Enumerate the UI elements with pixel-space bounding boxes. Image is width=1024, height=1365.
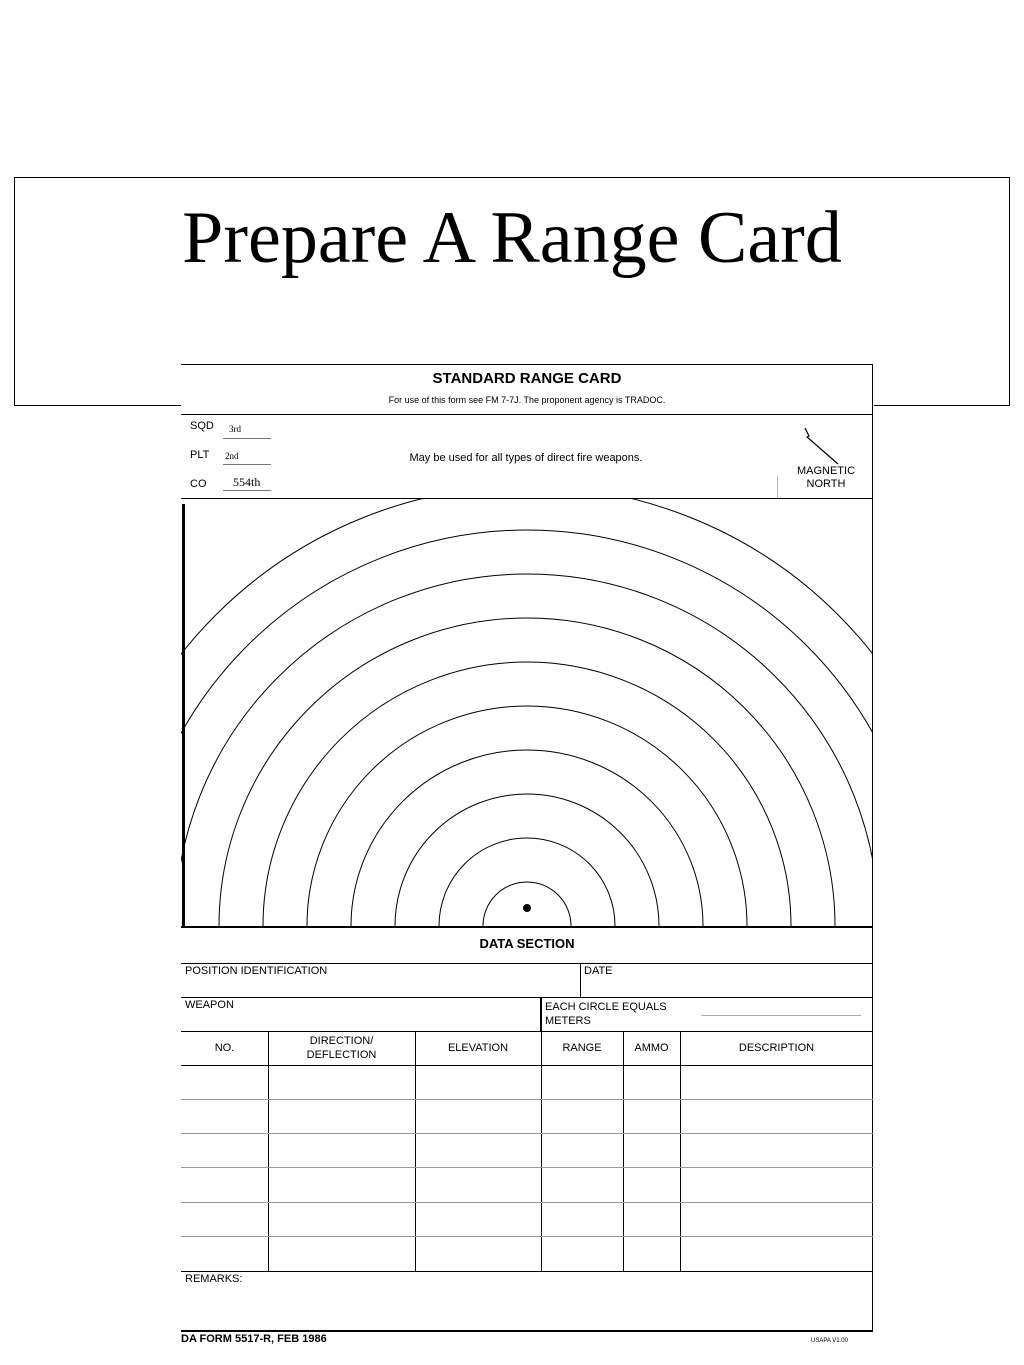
data-section-top-border (181, 926, 873, 928)
remarks-label[interactable]: REMARKS: (185, 1273, 243, 1285)
plt-field-line (223, 464, 271, 465)
form-subtitle: For use of this form see FM 7-7J. The proponent agency is TRADOC. (388, 395, 666, 405)
weapon-position-dot (523, 904, 531, 912)
data-row-line-1 (181, 963, 873, 964)
table-row[interactable] (181, 1167, 873, 1168)
north-line-1: MAGNETIC (796, 465, 856, 477)
each-circle-line-1: EACH CIRCLE EQUALS (545, 1001, 667, 1013)
col-header-no (181, 1041, 268, 1055)
range-circle (181, 530, 873, 926)
col-header-elevation (415, 1041, 541, 1055)
co-label: CO (190, 478, 207, 490)
col-header-direction-line2: DEFLECTION (306, 1049, 377, 1061)
date-label[interactable]: DATE (584, 965, 613, 977)
each-circle-label[interactable] (545, 1000, 667, 1028)
col-header-no-text: NO. (214, 1042, 235, 1054)
col-header-ammo-text: AMMO (634, 1042, 669, 1054)
col-header-elevation-text: ELEVATION (447, 1042, 509, 1054)
slide-title: Prepare A Range Card (182, 197, 842, 279)
form-title: STANDARD RANGE CARD (432, 370, 622, 387)
north-line-2: NORTH (806, 478, 846, 490)
table-bottom-border (181, 1271, 873, 1272)
co-value[interactable]: 554th (233, 475, 261, 489)
table-row[interactable] (181, 1099, 873, 1100)
circle-value-line (701, 1015, 861, 1016)
sqd-label: SQD (190, 420, 214, 432)
data-section-title: DATA SECTION (479, 936, 575, 951)
range-circle (307, 706, 747, 926)
sqd-value[interactable]: 3rd (229, 424, 241, 434)
col-header-description-text: DESCRIPTION (738, 1042, 815, 1054)
data-row-line-2 (181, 997, 873, 998)
form-note: May be used for all types of direct fire weapons. (409, 452, 643, 464)
form-version: USAPA V1.00 (811, 1338, 848, 1344)
position-label[interactable]: POSITION IDENTIFICATION (185, 965, 328, 977)
co-field-line (223, 490, 271, 491)
table-header-bottom (181, 1065, 873, 1066)
col-header-direction-line1: DIRECTION/ (309, 1035, 374, 1047)
table-row[interactable] (181, 1236, 873, 1237)
each-circle-line-2: METERS (545, 1015, 591, 1027)
range-card-form (181, 364, 874, 1365)
range-circle (181, 498, 873, 926)
range-circles (181, 498, 873, 930)
form-number: DA FORM 5517-R, FEB 1986 (181, 1333, 327, 1345)
col-divider-3 (541, 997, 542, 1272)
table-top-border (181, 1031, 873, 1032)
col-header-description (680, 1041, 873, 1055)
table-row[interactable] (181, 1202, 873, 1203)
sqd-field-line (223, 438, 271, 439)
form-top-border (181, 364, 873, 365)
north-label (781, 465, 871, 491)
col-header-range-text: RANGE (562, 1042, 602, 1054)
north-box-divider (777, 476, 778, 498)
date-divider (580, 963, 581, 997)
plt-label: PLT (190, 449, 210, 461)
col-header-ammo (623, 1041, 680, 1055)
col-header-range (541, 1041, 623, 1055)
weapon-label[interactable]: WEAPON (185, 999, 234, 1011)
header-divider (181, 414, 873, 415)
north-arrow-icon (796, 426, 846, 466)
form-bottom-border (181, 1330, 873, 1332)
plt-value[interactable]: 2nd (225, 451, 239, 461)
table-row[interactable] (181, 1133, 873, 1134)
col-header-direction (268, 1034, 415, 1062)
